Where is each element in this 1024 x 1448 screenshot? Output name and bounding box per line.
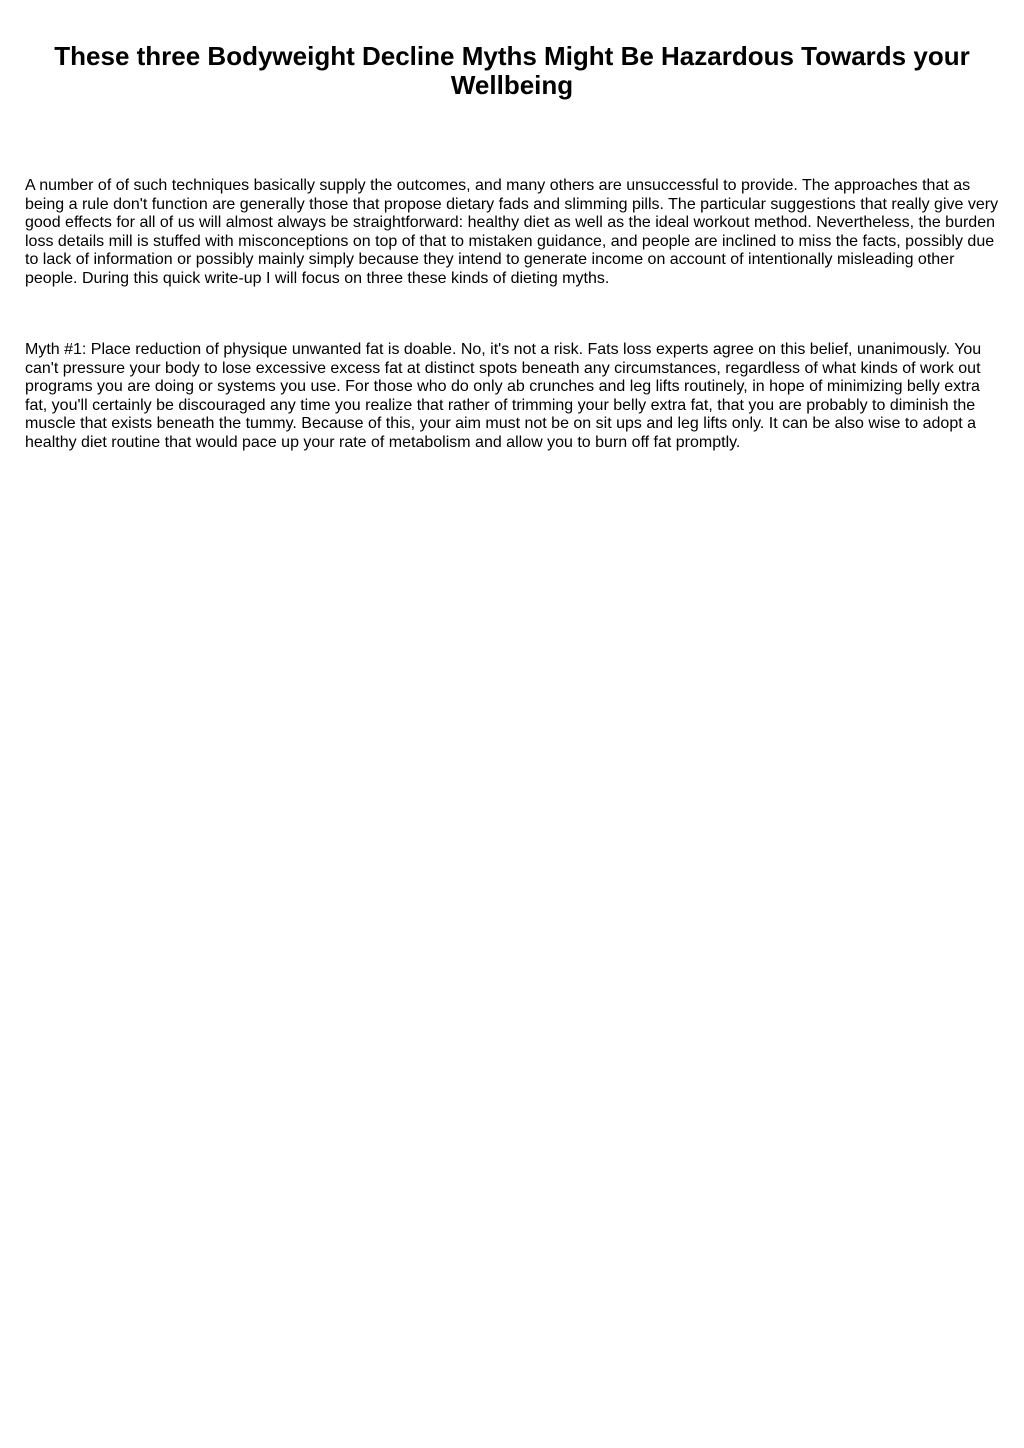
myth-1-paragraph: Myth #1: Place reduction of physique unwanted fat is doable. No, it's not a risk. Fats loss experts agree on this belief, unanimously. You can't pressure your body to lose excessive excess fat at distinct spots beneath any circumstances, regardless of what kinds of work out programs you are doing or systems you use. For those who do only ab crunches and leg lifts routinely, in hope of minimizing belly extra fat, you'll certainly be discouraged any time you realize that rather of trimming your belly extra fat, that you are probably to diminish the muscle that exists beneath the tummy. Because of this, your aim must not be on sit ups and leg lifts only. It can be also wise to adopt a healthy diet routine that would pace up your rate of metabolism and allow you to burn off fat promptly. [25, 341, 982, 451]
document-title: These three Bodyweight Decline Myths Might Be Hazardous Towards your Wellbeing [54, 41, 970, 100]
intro-paragraph: A number of of such techniques basically supply the outcomes, and many others are unsuccessful to provide. The approaches that as being a rule don't function are generally those that propose dietary fads and slimming pills. The particular suggestions that really give very good effects for all of us will almost always be straightforward: healthy diet as well as the ideal workout method. Nevertheless, the burden loss details mill is stuffed with misconceptions on top of that to mistaken guidance, and people are inclined to miss the facts, possibly due to lack of information or possibly mainly simply because they intend to generate income on account of intentionally misleading other people. During this quick write-up I will focus on three these kinds of dieting myths. [25, 177, 999, 287]
